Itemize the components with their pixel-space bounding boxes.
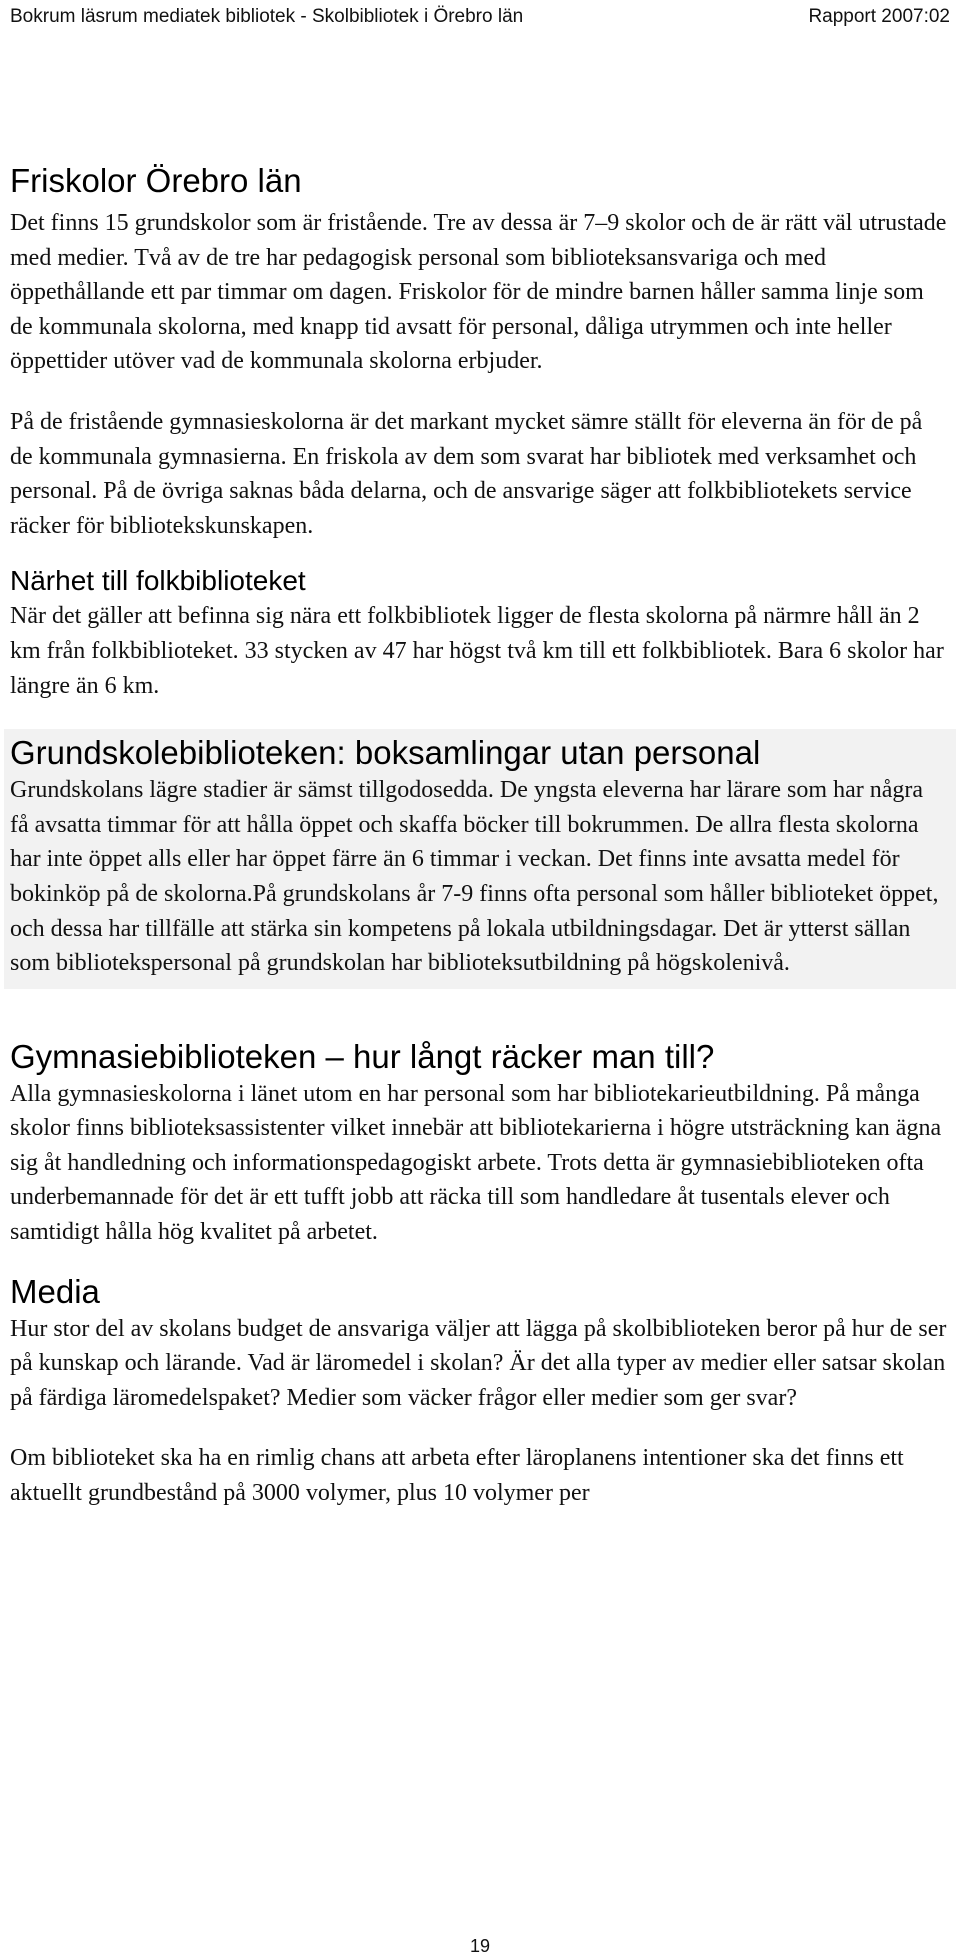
paragraph: Grundskolans lägre stadier är sämst tillgodosedda. De yngsta eleverna har lärare som har några få avsatta timmar för att hålla öppet och skaffa böcker till bokrummen. De allra flesta skolorna har inte öppet alls eller har öppet färre än 6 timmar i veckan. Det finns inte avsatta medel för bokinköp på de skolorna.På grundskolans år 7-9 finns ofta personal som håller biblioteket öppet, och dessa har tillfälle att stärka sin kompetens på lokala utbildningsdagar. Det är ytterst sällan som bibliotekspersonal på grundskolan har biblioteksutbildning på högskolenivå.: [10, 777, 939, 977]
section-gymnasiebiblioteken: [0, 1037, 960, 1250]
paragraph: Det finns 15 grundskolor som är fristående. Tre av dessa är 7–9 skolor och de är rätt väl utrustade med medier. Två av de tre har pedagogisk personal som biblioteksansvariga och med öppethållande ett par timmar om dagen. Friskolor för de mindre barnen håller samma linje som de kommunala skolorna, med knapp tid avsatt för personal, dåliga utrymmen och inte heller öppettider utöver vad de kommunala skolorna erbjuder.: [10, 210, 947, 375]
page-number: 19: [469, 1936, 491, 1956]
section-heading: Närhet till folkbiblioteket: [10, 565, 306, 597]
header-report-number: Rapport 2007:02: [808, 6, 950, 27]
paragraph: Om biblioteket ska ha en rimlig chans att arbeta efter läroplanens intentioner ska det finns ett aktuellt grundbestånd på 3000 volymer, plus 10 volymer per: [10, 1445, 904, 1507]
section-grundskolebiblioteken: [4, 729, 956, 989]
running-header: [10, 2, 950, 32]
section-friskolor: [0, 160, 960, 543]
section-heading: Gymnasiebiblioteken – hur långt räcker man till?: [10, 1037, 715, 1075]
paragraph: När det gäller att befinna sig nära ett folkbibliotek ligger de flesta skolorna på närmre håll än 2 km från folkbiblioteket. 33 stycken av 47 har högst två km till ett folkbibliotek. Bara 6 skolor har längre än 6 km.: [10, 603, 944, 699]
section-heading: Grundskolebiblioteken: boksamlingar utan personal: [10, 734, 761, 772]
paragraph: Hur stor del av skolans budget de ansvariga väljer att lägga på skolbiblioteken beror på hur de ser på kunskap och lärande. Vad är läromedel i skolan? Är det alla typer av medier eller satsar skolan på färdiga läromedelspaket? Medier som väcker frågor eller medier som ger svar?: [10, 1315, 947, 1411]
section-heading: Media: [10, 1272, 100, 1310]
document-body: [0, 160, 960, 1511]
section-narhet: [0, 563, 960, 703]
paragraph: På de fristående gymnasieskolorna är det markant mycket sämre ställt för eleverna än för de på de kommunala gymnasierna. En friskola av dem som svarat har bibliotek med verksamhet och personal. På de övriga saknas båda delarna, och de ansvarige säger att folkbibliotekets service räcker för bibliotekskunskapen.: [10, 408, 923, 539]
section-heading: Friskolor Örebro län: [10, 162, 302, 199]
section-media: [0, 1272, 960, 1511]
paragraph: Alla gymnasieskolorna i länet utom en har personal som har bibliotekarieutbildning. På många skolor finns biblioteksassistenter vilket innebär att bibliotekarierna i högre utsträckning kan ägna sig åt handledning och informationspedagogiskt arbete. Trots detta är gymnasiebiblioteken ofta underbemannade för det är ett tufft jobb att räcka till som handledare åt tusentals elever och samtidigt hålla hög kvalitet på arbetet.: [10, 1080, 942, 1246]
header-title: Bokrum läsrum mediatek bibliotek - Skolbibliotek i Örebro län: [10, 6, 524, 27]
